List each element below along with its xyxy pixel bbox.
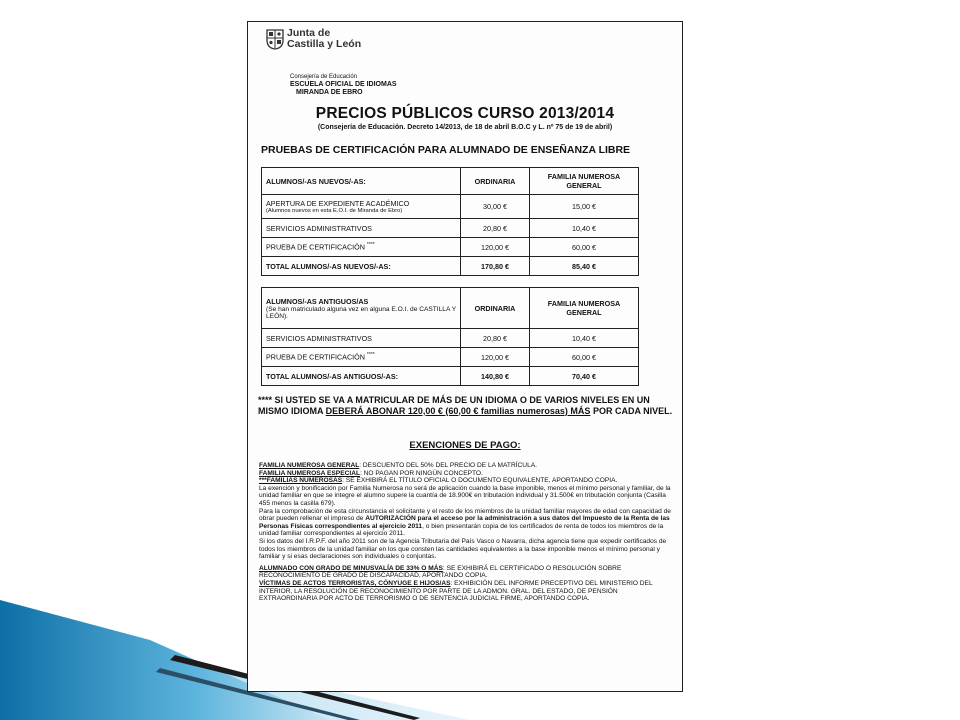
row-familia: 60,00 €: [530, 238, 639, 257]
paragraph-3: Si los datos del I.R.P.F. del año 2011 son de la Agencia Tributaria del País Vasco o Navarra, dicha agencia tiene que expedir certificados de todos los miembros de la unidad familiar en los que consten las cantidades equivalentes a la base imponible menos el mínimo personal y familiar y si esas declaraciones son individuales o conjuntas.: [259, 537, 667, 561]
disability-text: : SE EXHIBIRÁ EL CERTIFICADO O RESOLUCIÓN SOBRE RECONOCIMIENTO DE GRADO DE DISCAPACIDAD, APORTANDO COPIA.: [259, 564, 622, 580]
table-row: [262, 219, 639, 238]
total-label: TOTAL ALUMNOS/-AS NUEVOS/-AS:: [262, 257, 461, 276]
row-familia: 10,40 €: [530, 219, 639, 238]
total-ordinaria: 140,80 €: [461, 367, 530, 386]
row-footnote-mark: ****: [366, 352, 375, 359]
terrorism-label: VÍCTIMAS DE ACTOS TERRORISTAS, CÓNYUGE E HIJOS/AS: [259, 579, 451, 587]
multiple-levels-note: [258, 395, 673, 416]
row-ordinaria: 120,00 €: [461, 348, 530, 367]
exemption-terrorism: [259, 580, 673, 603]
fn-label: ***FAMILIAS NUMEROSAS: [259, 477, 343, 485]
table-total-row: [262, 367, 639, 386]
organization-block: [290, 73, 397, 97]
exemptions-body: [259, 462, 673, 603]
para2-text-c: , o bien presentarán copia de los certificados de renta de todos los miembros de la unidad familiar correspondientes al ejercicio 2011.: [259, 522, 664, 538]
fng-text: : DESCUENTO DEL 50% DEL PRECIO DE LA MATRÍCULA.: [359, 462, 537, 469]
note-text-1: **** SI USTED SE VA A MATRICULAR DE MÁS DE UN IDIOMA O DE VARIOS NIVELES EN UN MISMO IDIOMA: [258, 395, 650, 416]
table-header-row: [262, 168, 639, 195]
total-ordinaria: 170,80 €: [461, 257, 530, 276]
row-ordinaria: 20,80 €: [461, 329, 530, 348]
exemptions-title: EXENCIONES DE PAGO:: [409, 440, 521, 451]
header-label: ALUMNOS/-AS ANTIGUOS/AS: [266, 296, 369, 306]
row-familia: 60,00 €: [530, 348, 639, 367]
row-label: APERTURA DE EXPEDIENTE ACADÉMICO: [266, 199, 410, 208]
exemption-fn: [259, 477, 673, 485]
exemption-disability: [259, 565, 673, 580]
note-underlined: DEBERÁ ABONAR 120,00 € (60,00 € familias numerosas) MÁS: [325, 405, 591, 416]
scanned-document: [247, 21, 683, 692]
row-ordinaria: 120,00 €: [461, 238, 530, 257]
disability-label: ALUMNADO CON GRADO DE MINUSVALÍA DE 33% O MÁS: [259, 564, 443, 572]
section-title: PRUEBAS DE CERTIFICACIÓN PARA ALUMNADO DE ENSEÑANZA LIBRE: [261, 144, 631, 156]
total-familia: 85,40 €: [530, 257, 639, 276]
para2-bold: AUTORIZACIÓN para el acceso por la administración a sus datos del Impuesto de la Renta de las Personas Físicas correspondientes al ejercicio 2011: [259, 515, 670, 530]
fng-label: FAMILIA NUMEROSA GENERAL: [259, 462, 360, 469]
header-familia: FAMILIA NUMEROSA GENERAL: [530, 288, 639, 329]
table-row: [262, 348, 639, 367]
header-sublabel: (Se han matriculado alguna vez en alguna E.O.I. de CASTILLA Y LEÓN).: [266, 305, 456, 320]
paragraph-1: La exención y bonificación por Familia Numerosa no será de aplicación cuando la base imponible, menos el mínimo personal y familiar, de la unidad familiar en que se integre el alumno supere la cuantía de 18.900€ en tributación individual y 31.500€ en tributación conjunta (Casilla 455 menos la casilla 679).: [259, 484, 671, 507]
logo-line-1: Junta de: [287, 27, 331, 39]
total-familia: 70,40 €: [530, 367, 639, 386]
document-title: PRECIOS PÚBLICOS CURSO 2013/2014: [315, 105, 615, 122]
row-familia: 15,00 €: [530, 195, 639, 219]
total-label: TOTAL ALUMNOS/-AS ANTIGUOS/-AS:: [262, 367, 461, 386]
exemption-fng: [259, 462, 673, 470]
note-text-2: POR CADA NIVEL.: [590, 405, 673, 416]
table-total-row: [262, 257, 639, 276]
fne-label: FAMILIA NUMEROSA ESPECIAL: [259, 469, 360, 477]
table-row: [262, 238, 639, 257]
row-ordinaria: 30,00 €: [461, 195, 530, 219]
table-row: [262, 195, 639, 219]
school-name: ESCUELA OFICIAL DE IDIOMAS: [290, 81, 397, 88]
paragraph-2: [259, 508, 673, 538]
header-ordinaria: ORDINARIA: [461, 168, 530, 195]
coat-of-arms-icon: [266, 28, 284, 50]
header-label: ALUMNOS/-AS NUEVOS/-AS:: [262, 168, 461, 195]
para2-text-a: Para la comprobación de esta circunstancia el solicitante y el resto de los miembros de la unidad familiar mayores de edad con capacidad de obrar pueden rellenar el impreso de: [259, 507, 671, 523]
row-label: SERVICIOS ADMINISTRATIVOS: [262, 219, 461, 238]
row-familia: 10,40 €: [530, 329, 639, 348]
terrorism-text: : EXHIBICIÓN DEL INFORME PRECEPTIVO DEL MINISTERIO DEL INTERIOR, LA RESOLUCIÓN DE RECONOCIMIENTO POR PARTE DE LA ADMON. GRAL. DEL ESTADO, DE PENSIÓN EXTRAORDINARIA POR ACTO DE TERRORISMO O DE SENTENCIA JUDICIAL FIRME, APORTANDO COPIA.: [259, 579, 653, 603]
row-sublabel: (Alumnos nuevos en esta E.O.I. de Miranda de Ebro): [266, 208, 403, 214]
school-city: MIRANDA DE EBRO: [296, 89, 363, 96]
junta-logo: [266, 28, 361, 50]
new-students-table: [261, 167, 639, 276]
row-label: SERVICIOS ADMINISTRATIVOS: [262, 329, 461, 348]
header-ordinaria: ORDINARIA: [461, 288, 530, 329]
fn-text: : SE EXHIBIRÁ EL TÍTULO OFICIAL O DOCUMENTO EQUIVALENTE, APORTANDO COPIA.: [342, 477, 618, 485]
table-row: [262, 329, 639, 348]
document-subtitle: (Consejería de Educación. Decreto 14/2013, de 18 de abril B.O.C y L. nº 75 de 19 de abril): [317, 124, 613, 131]
fne-text: : NO PAGAN POR NINGÚN CONCEPTO.: [360, 469, 483, 477]
row-label: PRUEBA DE CERTIFICACIÓN: [266, 352, 365, 362]
row-footnote-mark: ****: [366, 242, 375, 249]
header-familia: FAMILIA NUMEROSA GENERAL: [530, 168, 639, 195]
row-label: PRUEBA DE CERTIFICACIÓN: [266, 242, 365, 252]
logo-line-2: Castilla y León: [287, 38, 362, 50]
row-ordinaria: 20,80 €: [461, 219, 530, 238]
returning-students-table: [261, 287, 639, 386]
consejeria-label: Consejería de Educación: [290, 74, 358, 80]
table-header-row: [262, 288, 639, 329]
